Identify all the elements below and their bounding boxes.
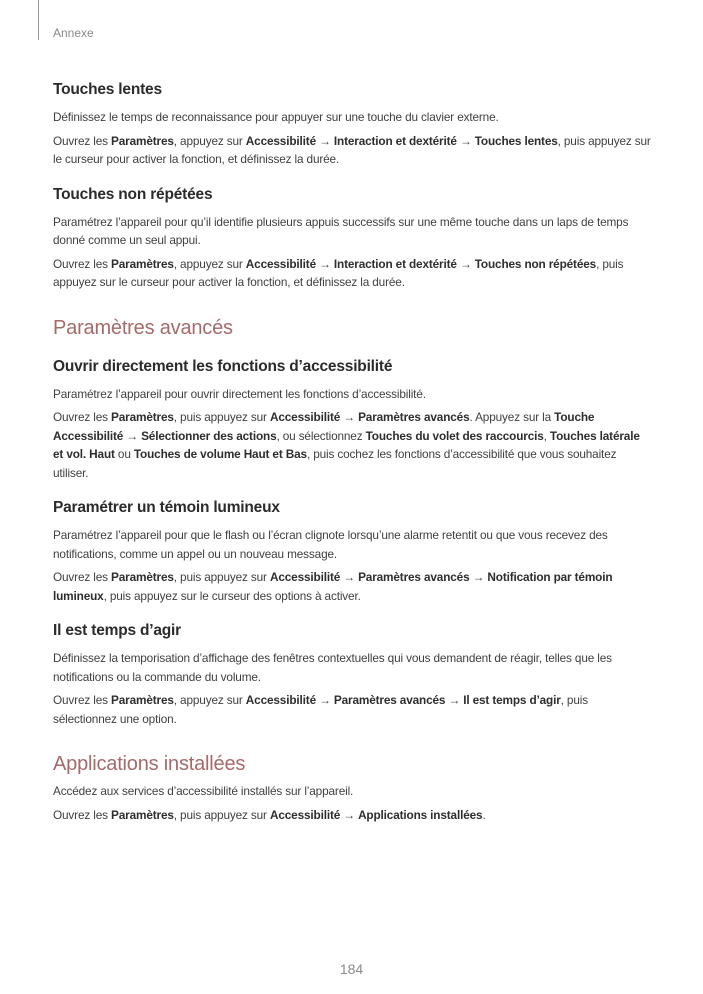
ui-term: Touches de volume Haut et Bas [133, 447, 307, 461]
page-number: 184 [339, 961, 364, 977]
instruction-paragraph: Ouvrez les Paramètres, appuyez sur Accessibilité → Interaction et dextérité → Touches non répétées, puis appuyez sur le curseur pour activer la fonction, et définissez la durée. [53, 256, 624, 289]
ui-term: Touches non répétées [474, 256, 597, 271]
ui-term: Accessibilité [269, 410, 341, 424]
ui-term: Sélectionner des actions [141, 428, 277, 443]
ui-term: Interaction et dextérité [333, 256, 457, 271]
ui-term: Accessibilité [245, 256, 316, 271]
heading-temoin-lumineux: Paramétrer un témoin lumineux [53, 499, 280, 516]
ui-term: Accessibilité [269, 570, 341, 584]
section-title-parametres-avances: Paramètres avancés [53, 316, 233, 339]
ui-term: Paramètres avancés [358, 410, 470, 424]
paragraph: Définissez le temps de reconnaissance pour appuyer sur une touche du clavier externe. [53, 110, 499, 124]
ui-term: Paramètres [111, 693, 174, 707]
heading-touches-lentes: Touches lentes [53, 81, 162, 98]
ui-term: Paramètres [111, 133, 174, 148]
ui-term: Touches du volet des raccourcis [365, 428, 544, 443]
ui-term: Paramètres [111, 807, 174, 822]
instruction-paragraph: Ouvrez les Paramètres, puis appuyez sur Accessibilité → Paramètres avancés. Appuyez sur la Touche Accessibilité → Sélectionner des actions, ou sélectionnez Touches du volet des raccourcis, Touches latérale et vol. Haut ou Touches de volume Haut et Bas, puis cochez les fonctions d’accessibilité que vous souhaitez utiliser. [53, 410, 640, 480]
instruction-paragraph: Ouvrez les Paramètres, puis appuyez sur Accessibilité → Applications installées. [53, 807, 486, 822]
ui-term: Applications installées [358, 807, 483, 822]
paragraph: Définissez la temporisation d’affichage des fenêtres contextuelles qui vous demandent de réagir, telles que les notifications ou la commande du volume. [53, 651, 612, 684]
running-header: Annexe [53, 26, 94, 40]
paragraph: Paramétrez l’appareil pour que le flash ou l’écran clignote lorsqu’une alarme retentit ou que vous recevez des notifications, comme un appel ou un nouveau message. [53, 528, 608, 561]
ui-term: Interaction et dextérité [333, 133, 457, 148]
ui-term: Touches lentes [474, 133, 558, 148]
ui-term: Paramètres avancés [358, 570, 470, 584]
ui-term: Paramètres avancés [333, 693, 446, 707]
paragraph: Paramétrez l’appareil pour ouvrir directement les fonctions d’accessibilité. [53, 386, 426, 401]
paragraph: Paramétrez l’appareil pour qu’il identifie plusieurs appuis successifs sur une même touche dans un laps de temps donné comme un seul appui. [53, 214, 629, 247]
header-divider [38, 0, 39, 40]
ui-term: Notification par témoin lumineux [53, 570, 613, 603]
paragraph: Accédez aux services d’accessibilité installés sur l’appareil. [53, 784, 354, 798]
ui-term: Touches latérale et vol. Haut [53, 428, 640, 461]
instruction-paragraph: Ouvrez les Paramètres, puis appuyez sur Accessibilité → Paramètres avancés → Notification par témoin lumineux, puis appuyez sur le curseur des options à activer. [53, 570, 613, 603]
page-content [53, 81, 653, 829]
heading-temps-agir: Il est temps d’agir [53, 622, 181, 639]
instruction-paragraph: Ouvrez les Paramètres, appuyez sur Accessibilité → Interaction et dextérité → Touches lentes, puis appuyez sur le curseur pour activer la fonction, et définissez la durée. [53, 133, 651, 166]
heading-ouvrir-directement: Ouvrir directement les fonctions d’accessibilité [53, 357, 393, 375]
section-title-applications-installees: Applications installées [53, 753, 246, 775]
ui-term: Accessibilité [245, 133, 316, 148]
ui-term: Paramètres [111, 256, 174, 271]
ui-term: Paramètres [111, 570, 174, 584]
ui-term: Touche Accessibilité [53, 410, 595, 443]
ui-term: Accessibilité [245, 693, 316, 707]
instruction-paragraph: Ouvrez les Paramètres, appuyez sur Accessibilité → Paramètres avancés → Il est temps d’agir, puis sélectionnez une option. [53, 693, 588, 726]
ui-term: Il est temps d’agir [463, 693, 561, 707]
ui-term: Paramètres [111, 410, 174, 424]
ui-term: Accessibilité [269, 807, 341, 822]
heading-touches-non-repetees: Touches non répétées [53, 185, 213, 203]
